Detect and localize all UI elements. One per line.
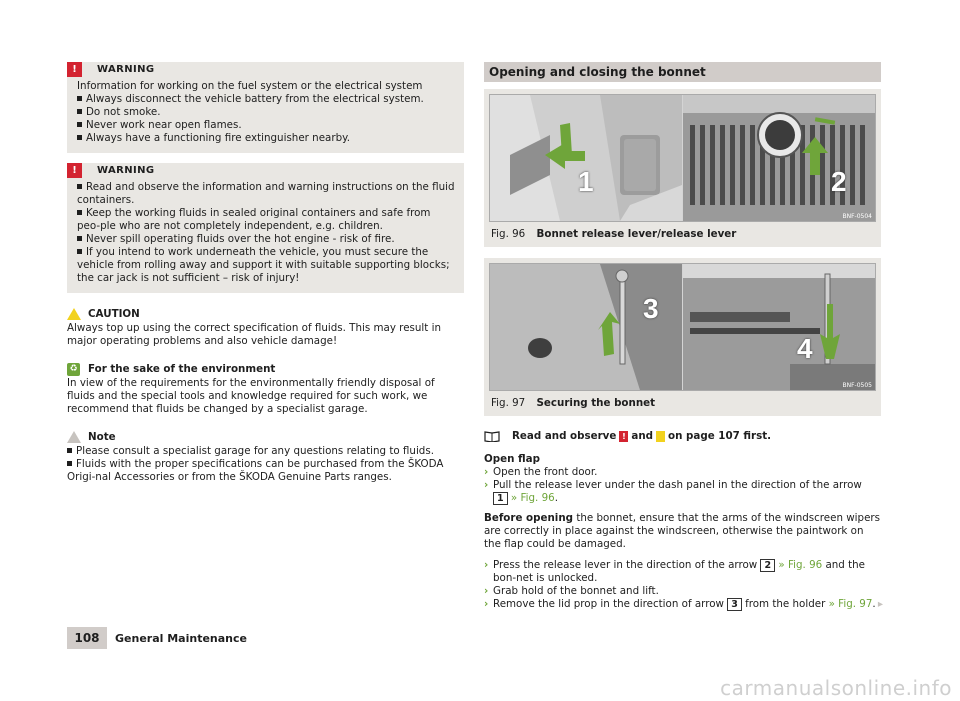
step-arrow-icon: › <box>484 559 489 571</box>
warning-header <box>72 163 455 178</box>
note-title: Note <box>88 431 116 443</box>
figure-link[interactable]: » Fig. 97 <box>828 598 873 610</box>
environment-text: In view of the requirements for the environmentally friendly disposal of fluids and the special tools and knowledge required for such work, we recommend that fluids be changed by a specialist garage. <box>67 377 435 415</box>
read-and-observe: Read and observe ! and on page 107 first. <box>484 430 881 443</box>
bullet-icon <box>77 236 82 241</box>
figure-number: Fig. 97 <box>491 397 526 409</box>
figure-title: Securing the bonnet <box>536 397 656 409</box>
recycle-icon: ♻ <box>67 363 80 376</box>
figure-link[interactable]: » Fig. 96 <box>510 492 555 504</box>
figure-link[interactable]: » Fig. 96 <box>778 559 823 571</box>
figure-code: BNF-0504 <box>842 213 872 220</box>
bullet-icon <box>77 109 82 114</box>
warning-ref-icon[interactable]: ! <box>619 431 628 442</box>
step-item: › Open the front door. <box>484 466 598 478</box>
warning-item: Never spill operating fluids over the hot engine - risk of fire. <box>77 233 455 246</box>
note-header <box>67 430 464 445</box>
caution-icon <box>67 308 80 321</box>
info-icon <box>67 431 80 444</box>
bullet-icon <box>77 249 82 254</box>
figure-96-image <box>489 94 876 222</box>
figure-97 <box>484 258 881 416</box>
open-flap-heading: Open flap <box>484 453 540 465</box>
warning-item: Read and observe the information and warning instructions on the fluid containers. <box>77 181 455 206</box>
warning-item: Always disconnect the vehicle battery from the electrical system. <box>77 93 455 106</box>
bullet-icon <box>77 210 82 215</box>
warning-icon: ! <box>67 163 82 178</box>
warning-item: Keep the working fluids in sealed original containers and safe from peo-ple who are not completely independent, e.g. children. <box>77 207 431 232</box>
figure-96 <box>484 89 881 247</box>
warning-icon: ! <box>67 62 82 77</box>
bullet-icon <box>77 96 82 101</box>
step-arrow-icon: › <box>484 466 489 478</box>
environment-title: For the sake of the environment <box>88 363 276 375</box>
figure-97-caption <box>489 391 876 416</box>
right-column <box>484 62 881 611</box>
caution-text: Always top up using the correct specification of fluids. This may result in major operating problems and also vehicle damage! <box>67 322 441 347</box>
figure-number: Fig. 96 <box>491 228 526 240</box>
bullet-icon <box>67 448 72 453</box>
bullet-icon <box>77 135 82 140</box>
bullet-icon <box>77 122 82 127</box>
before-opening-paragraph: Before opening the bonnet, ensure that the arms of the windscreen wipers are correctly in place against the windscreen, otherwise the paintwork on the flap could be damaged. <box>484 512 881 550</box>
caution-title: CAUTION <box>88 308 140 320</box>
warning-box-fluids <box>67 163 464 293</box>
step-arrow-icon: › <box>484 598 489 610</box>
note-item: Please consult a specialist garage for any questions relating to fluids. <box>67 445 464 458</box>
step-arrow-icon: › <box>484 585 489 597</box>
callout-2: 2 <box>831 166 847 197</box>
footer-title: General Maintenance <box>115 631 247 645</box>
warning-item: Always have a functioning fire extinguisher nearby. <box>77 132 455 145</box>
warning-title: WARNING <box>97 165 155 176</box>
bonnet-prop-illustration <box>490 264 875 390</box>
figure-title: Bonnet release lever/release lever <box>536 228 737 240</box>
step-item: › Press the release lever in the direction of the arrow 2 » Fig. 96 and the bon-net is unlocked. <box>484 559 865 584</box>
warning-box-fuel <box>67 62 464 153</box>
page-number: 108 <box>67 627 107 649</box>
callout-1: 1 <box>578 166 594 197</box>
warning-intro: Information for working on the fuel system or the electrical system <box>77 80 423 92</box>
environment-header <box>67 362 464 377</box>
ref-number: 2 <box>760 559 775 572</box>
step-item: › Grab hold of the bonnet and lift. <box>484 585 659 597</box>
bullet-icon <box>67 461 72 466</box>
figure-96-caption <box>489 222 876 247</box>
bonnet-release-illustration <box>490 95 875 221</box>
step-item: › Remove the lid prop in the direction of arrow 3 from the holder » Fig. 97. ▸ <box>484 598 883 610</box>
warning-item: If you intend to work underneath the vehicle, you must secure the vehicle from rolling away and support it with suitable supporting blocks; the car jack is not sufficient – risk of injury! <box>77 246 450 284</box>
book-icon <box>484 431 500 442</box>
bullet-icon <box>77 184 82 189</box>
warning-header <box>72 62 455 77</box>
watermark: carmanualsonline.info <box>720 676 952 700</box>
left-column <box>67 62 464 484</box>
callout-3: 3 <box>643 293 659 324</box>
page-footer <box>67 627 247 649</box>
step-arrow-icon: › <box>484 479 489 491</box>
warning-item: Do not smoke. <box>77 106 455 119</box>
callout-4: 4 <box>797 333 813 364</box>
note-item: Fluids with the proper specifications can be purchased from the ŠKODA Origi-nal Accessories or from the ŠKODA Genuine Parts ranges. <box>67 458 444 483</box>
caution-header <box>67 307 464 322</box>
figure-97-image <box>489 263 876 391</box>
continue-arrow-icon: ▸ <box>877 598 883 610</box>
section-title: Opening and closing the bonnet <box>484 62 881 82</box>
step-item: › Pull the release lever under the dash panel in the direction of the arrow 1 » Fig. 96. <box>484 479 862 504</box>
warning-item: Never work near open flames. <box>77 119 455 132</box>
caution-ref-icon[interactable] <box>656 431 665 442</box>
figure-code: BNF-0505 <box>842 382 872 389</box>
ref-number: 1 <box>493 492 508 505</box>
warning-title: WARNING <box>97 64 155 75</box>
ref-number: 3 <box>727 598 742 611</box>
